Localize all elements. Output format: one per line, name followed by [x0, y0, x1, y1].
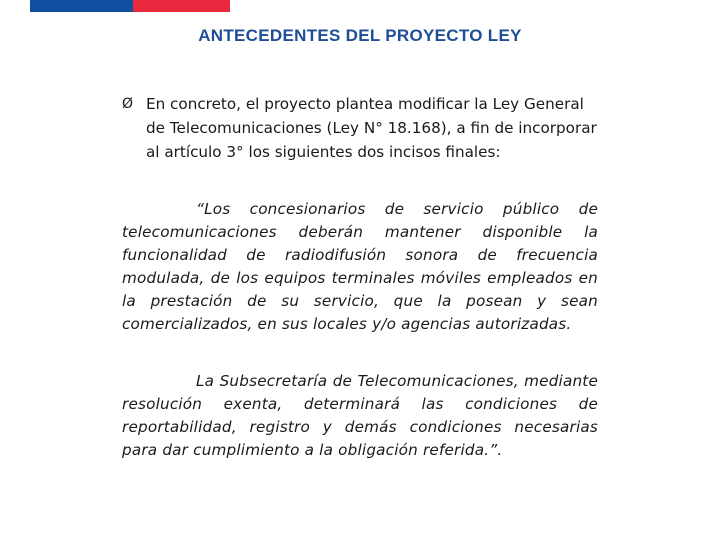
flag-blue-stripe: [30, 0, 133, 12]
arrow-bullet-icon: Ø: [122, 96, 134, 112]
page-title: ANTECEDENTES DEL PROYECTO LEY: [198, 26, 522, 45]
quote-paragraph-2: [122, 370, 598, 462]
quote-paragraph-1: [122, 198, 598, 336]
header-flag-bar: [30, 0, 230, 12]
bullet-point: [122, 92, 600, 164]
bullet-text: En concreto, el proyecto plantea modificar la Ley General de Telecomunicaciones (Ley N° 18.168), a fin de incorporar al artículo 3° los siguientes dos incisos finales:: [146, 95, 597, 161]
quote-paragraph-1-text: “Los concesionarios de servicio público de telecomunicaciones deberán mantener disponible la funcionalidad de radiodifusión sonora de frecuencia modulada, de los equipos terminales móviles empleados en la prestación de su servicio, que la posean y sean comercializados, en sus locales y/o agencias autorizadas.: [122, 200, 598, 333]
quote-paragraph-2-text: La Subsecretaría de Telecomunicaciones, mediante resolución exenta, determinará las condiciones de reportabilidad, registro y demás condiciones necesarias para dar cumplimiento a la obligación referida.”.: [122, 372, 598, 459]
flag-red-stripe: [133, 0, 230, 12]
